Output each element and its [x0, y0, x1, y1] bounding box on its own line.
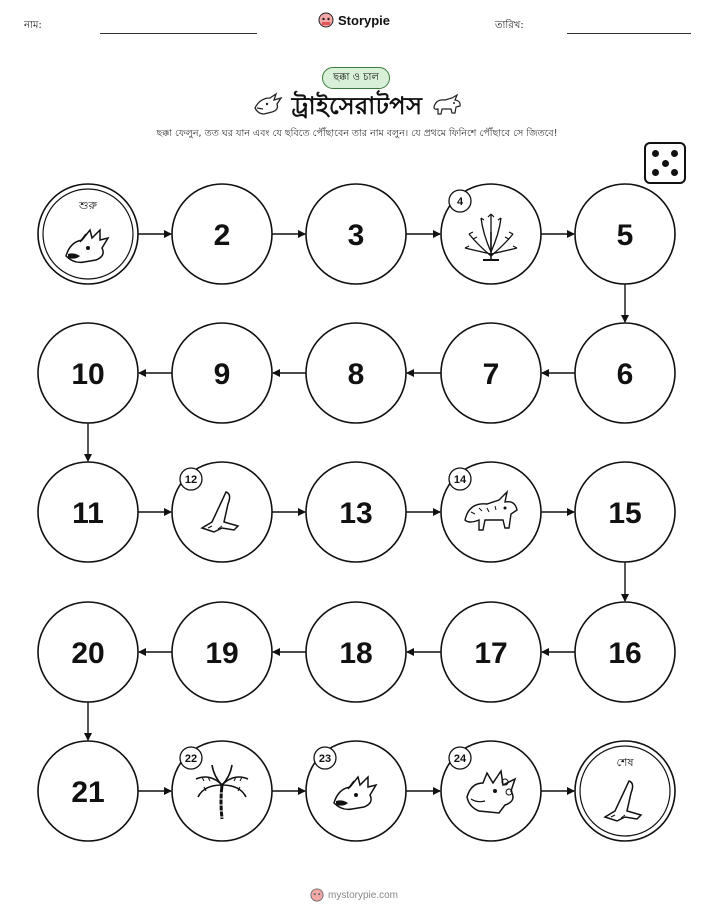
cell-badge-number: 22 [184, 753, 198, 765]
cell-badge-number: 24 [453, 753, 467, 765]
board-cell-25 [575, 741, 675, 841]
cell-number: 13 [339, 497, 373, 530]
cell-number: 16 [608, 637, 642, 670]
cell-number: 21 [71, 776, 105, 809]
brand-name: Storypie [338, 12, 391, 28]
instructions: ছক্কা ফেলুন, তত ঘর যান এবং যে ছবিতে পৌঁছাবেন তার নাম বলুন। যে প্রথমে ফিনিশে পৌঁছাবে সে জিতবে! [156, 128, 558, 139]
board-cell-8 [306, 323, 406, 423]
cell-number: 5 [616, 219, 634, 252]
cell-number: 6 [616, 358, 634, 391]
cell-number: 18 [339, 637, 373, 670]
board-cell-5 [575, 184, 675, 284]
board-cell-17 [441, 602, 541, 702]
board-cell-20 [38, 602, 138, 702]
board-cells [38, 184, 675, 841]
board-cell-1 [38, 184, 138, 284]
end-label: শেষ [616, 756, 634, 769]
footer-url[interactable]: mystorypie.com [328, 889, 399, 901]
board-cell-2 [172, 184, 272, 284]
board-cell-21 [38, 741, 138, 841]
board-cell-10 [38, 323, 138, 423]
board-cell-18 [306, 602, 406, 702]
board-cell-22 [172, 741, 272, 841]
board-cell-13 [306, 462, 406, 562]
cell-badge-number: 4 [456, 196, 464, 208]
board-cell-14 [441, 462, 541, 562]
cell-badge-number: 23 [318, 753, 332, 765]
cell-number: 19 [205, 637, 239, 670]
board-cell-16 [575, 602, 675, 702]
board-cell-11 [38, 462, 138, 562]
cell-number: 15 [608, 497, 642, 530]
footer [310, 888, 398, 902]
board-cell-4 [441, 184, 541, 284]
board-cell-3 [306, 184, 406, 284]
cell-badge-number: 14 [453, 474, 467, 486]
board-cell-24 [441, 741, 541, 841]
storypie-icon [310, 888, 324, 902]
game-type-tag: ছক্কা ও চাল [322, 67, 390, 89]
board-cell-7 [441, 323, 541, 423]
board-cell-6 [575, 323, 675, 423]
cell-number: 9 [213, 358, 231, 391]
board-cell-15 [575, 462, 675, 562]
board-cell-23 [306, 741, 406, 841]
name-label: নাম: [24, 20, 42, 31]
cell-number: 11 [72, 497, 104, 530]
date-label: তারিখ: [495, 20, 524, 31]
board-cell-12 [172, 462, 272, 562]
cell-number: 7 [482, 358, 500, 391]
cell-number: 3 [347, 219, 365, 252]
cell-number: 8 [347, 358, 365, 391]
page-title: ট্রাইসেরাটপস [291, 92, 423, 120]
cell-number: 17 [474, 637, 508, 670]
cell-number: 10 [71, 358, 105, 391]
cell-badge-number: 12 [184, 474, 198, 486]
start-label: শুরু [79, 199, 97, 212]
cell-number: 2 [213, 219, 231, 252]
cell-number: 20 [71, 637, 105, 670]
board-cell-9 [172, 323, 272, 423]
board-cell-19 [172, 602, 272, 702]
